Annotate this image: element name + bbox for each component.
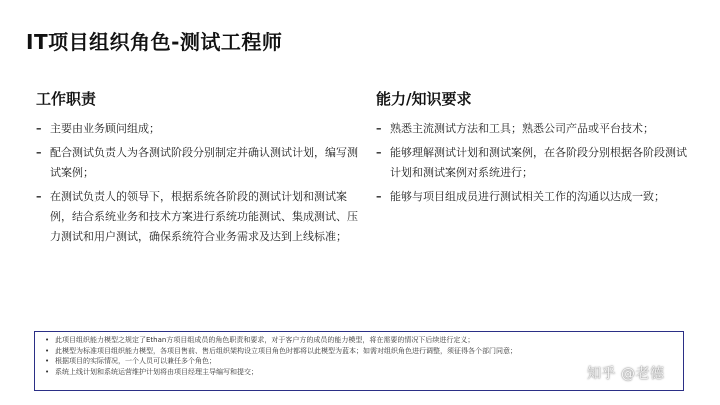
list-item-text: 在测试负责人的领导下，根据系统各阶段的测试计划和测试案例，结合系统业务和技术方案进行系统功能测试、集成测试、压力测试和用户测试，确保系统符合业务需求及达到上线标准；	[50, 190, 358, 243]
note-item	[43, 367, 675, 378]
note-item	[43, 356, 675, 367]
responsibilities-column	[32, 88, 362, 251]
note-item	[43, 346, 675, 357]
responsibilities-list	[32, 119, 362, 247]
note-text: 系统上线计划和系统运营维护计划将由项目经理主导编写和提交；	[55, 367, 258, 376]
list-item-text: 配合测试负责人为各测试阶段分别制定并确认测试计划，编写测试案例；	[50, 146, 358, 179]
list-item	[32, 143, 362, 183]
slide-title: IT项目组织角色-测试工程师	[26, 30, 283, 54]
dash-bullet-icon: –	[36, 190, 42, 203]
note-bullet-icon: •	[45, 346, 50, 355]
dash-bullet-icon: –	[36, 122, 42, 135]
note-bullet-icon: •	[45, 367, 50, 376]
note-text: 此项目组织能力模型之规定了Ethan方项目组成员的角色职责和要求，对于客户方的成员的能力模型，将在需要的情况下后续进行定义；	[55, 336, 475, 344]
list-item-text: 熟悉主流测试方法和工具；熟悉公司产品或平台技术；	[390, 122, 654, 135]
responsibilities-heading: 工作职责	[36, 90, 97, 108]
note-item	[43, 335, 675, 346]
requirements-list	[372, 119, 692, 207]
list-item-text: 主要由业务顾问组成；	[50, 122, 160, 135]
list-item	[32, 187, 362, 247]
note-text: 此模型为标准项目组织能力模型，各项目售前、售后组织架构设立项目角色时都将以此模型为蓝本；如需对组织角色进行调整，须征得各个部门同意；	[55, 346, 517, 355]
dash-bullet-icon: –	[376, 146, 382, 159]
list-item	[372, 143, 692, 183]
list-item-text: 能够理解测试计划和测试案例，在各阶段分别根据各阶段测试计划和测试案例对系统进行；	[390, 146, 687, 179]
notes-list	[43, 335, 675, 377]
list-item-text: 能够与项目组成员进行测试相关工作的沟通以达成一致；	[390, 190, 665, 203]
list-item	[372, 119, 692, 139]
watermark: 知乎 @老德	[587, 366, 665, 382]
list-item	[372, 187, 692, 207]
note-bullet-icon: •	[45, 336, 50, 344]
dash-bullet-icon: –	[376, 122, 382, 135]
dash-bullet-icon: –	[36, 146, 42, 159]
list-item	[32, 119, 362, 139]
note-bullet-icon: •	[45, 357, 50, 365]
note-text: 根据项目的实际情况，一个人员可以兼任多个角色；	[55, 357, 216, 365]
requirements-heading: 能力/知识要求	[376, 90, 472, 108]
requirements-column	[372, 88, 692, 211]
dash-bullet-icon: –	[376, 190, 382, 203]
